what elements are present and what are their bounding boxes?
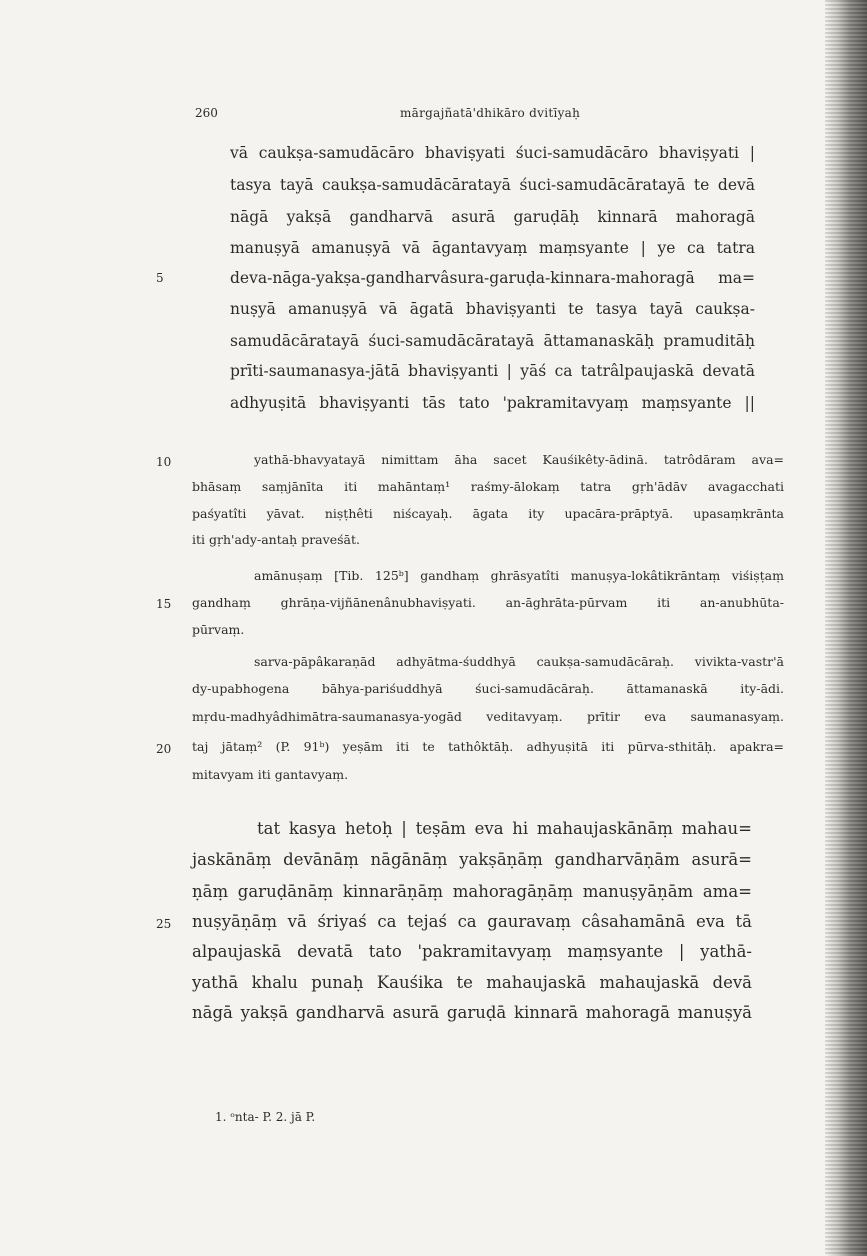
verse-line: ṇāṃ garuḍānāṃ kinnarāṇāṃ mahoragāṇāṃ manuṣyāṇām ama= — [192, 882, 752, 901]
commentary-line: pūrvaṃ. — [192, 622, 245, 637]
text-line: tasya tayā caukṣa-samudācāratayā śuci-samudācāratayā te devā — [230, 176, 755, 194]
page-number: 260 — [195, 106, 218, 120]
text-line: samudācāratayā śuci-samudācāratayā āttamanaskāḥ pramuditāḥ — [230, 332, 755, 350]
verse-line: alpaujaskā devatā tato 'pakramitavyaṃ maṃsyante | yathā- — [192, 942, 752, 961]
verse-line: jaskānāṃ devānāṃ nāgānāṃ yakṣāṇāṃ gandharvāṇām asurā= — [192, 850, 752, 869]
commentary-line: paśyatîti yāvat. niṣṭhêti niścayaḥ. āgata ity upacāra-prāptyā. upasaṃkrānta — [192, 506, 784, 521]
verse-line: yathā khalu punaḥ Kauśika te mahaujaskā mahaujaskā devā — [192, 973, 752, 992]
commentary-line: taj jātaṃ² (P. 91ᵇ) yeṣām iti te tathôktāḥ. adhyuṣitā iti pūrva-sthitāḥ. apakra= — [192, 739, 784, 754]
verse-line: tat kasya hetoḥ | teṣām eva hi mahaujaskānāṃ mahau= — [257, 819, 752, 838]
text-line: nāgā yakṣā gandharvā asurā garuḍāḥ kinnarā mahoragā — [230, 208, 755, 226]
commentary-line: yathā-bhavyatayā nimittam āha sacet Kauśikêty-ādinā. tatrôdāram ava= — [254, 452, 784, 467]
text-line: adhyuṣitā bhaviṣyanti tās tato 'pakramitavyaṃ maṃsyante || — [230, 394, 755, 412]
commentary-line: amānuṣaṃ [Tib. 125ᵇ] gandhaṃ ghrāsyatîti manuṣya-lokâtikrāntaṃ viśiṣṭaṃ — [254, 568, 784, 583]
text-line: manuṣyā amanuṣyā vā āgantavyaṃ maṃsyante | ye ca tatra — [230, 239, 755, 257]
commentary-line: bhāsaṃ saṃjānīta iti mahāntaṃ¹ raśmy-ālokaṃ tatra gṛh'ādāv avagacchati — [192, 479, 784, 494]
commentary-line: gandhaṃ ghrāṇa-vijñānenânubhaviṣyati. an-āghrāta-pūrvam iti an-anubhūta- — [192, 595, 784, 610]
commentary-line: dy-upabhogena bāhya-pariśuddhyā śuci-samudācāraḥ. āttamanaskā ity-ādi. — [192, 681, 784, 696]
commentary-line: iti gṛh'ady-antaḥ praveśāt. — [192, 532, 360, 547]
line-number: 25 — [156, 917, 172, 931]
verse-line: nuṣyāṇāṃ vā śriyaś ca tejaś ca gauravaṃ câsahamānā eva tā — [192, 912, 752, 931]
commentary-line: mṛdu-madhyâdhimātra-saumanasya-yogād veditavyaṃ. prītir eva saumanasyaṃ. — [192, 709, 784, 724]
line-number: 5 — [156, 271, 164, 285]
commentary-line: mitavyam iti gantavyaṃ. — [192, 767, 349, 782]
line-number: 10 — [156, 455, 172, 469]
verse-line: nāgā yakṣā gandharvā asurā garuḍā kinnarā mahoragā manuṣyā — [192, 1003, 752, 1022]
line-number: 20 — [156, 742, 172, 756]
page-edge-shadow — [825, 0, 867, 1256]
text-line: deva-nāga-yakṣa-gandharvâsura-garuḍa-kinnara-mahoragā ma= — [230, 269, 755, 287]
commentary-line: sarva-pāpâkaraṇād adhyātma-śuddhyā caukṣa-samudācāraḥ. vivikta-vastr'ā — [254, 654, 784, 669]
text-line: prīti-saumanasya-jātā bhaviṣyanti | yāś ca tatrâlpaujaskā devatā — [230, 362, 755, 380]
text-line: nuṣyā amanuṣyā vā āgatā bhaviṣyanti te tasya tayā caukṣa- — [230, 300, 755, 318]
text-line: vā caukṣa-samudācāro bhaviṣyati śuci-samudācāro bhaviṣyati | — [230, 144, 755, 162]
footnote: 1. ᵒnta- P. 2. jā P. — [215, 1110, 316, 1124]
line-number: 15 — [156, 597, 172, 611]
running-head: mārgajñatā'dhikāro dvitīyaḥ — [400, 106, 581, 120]
